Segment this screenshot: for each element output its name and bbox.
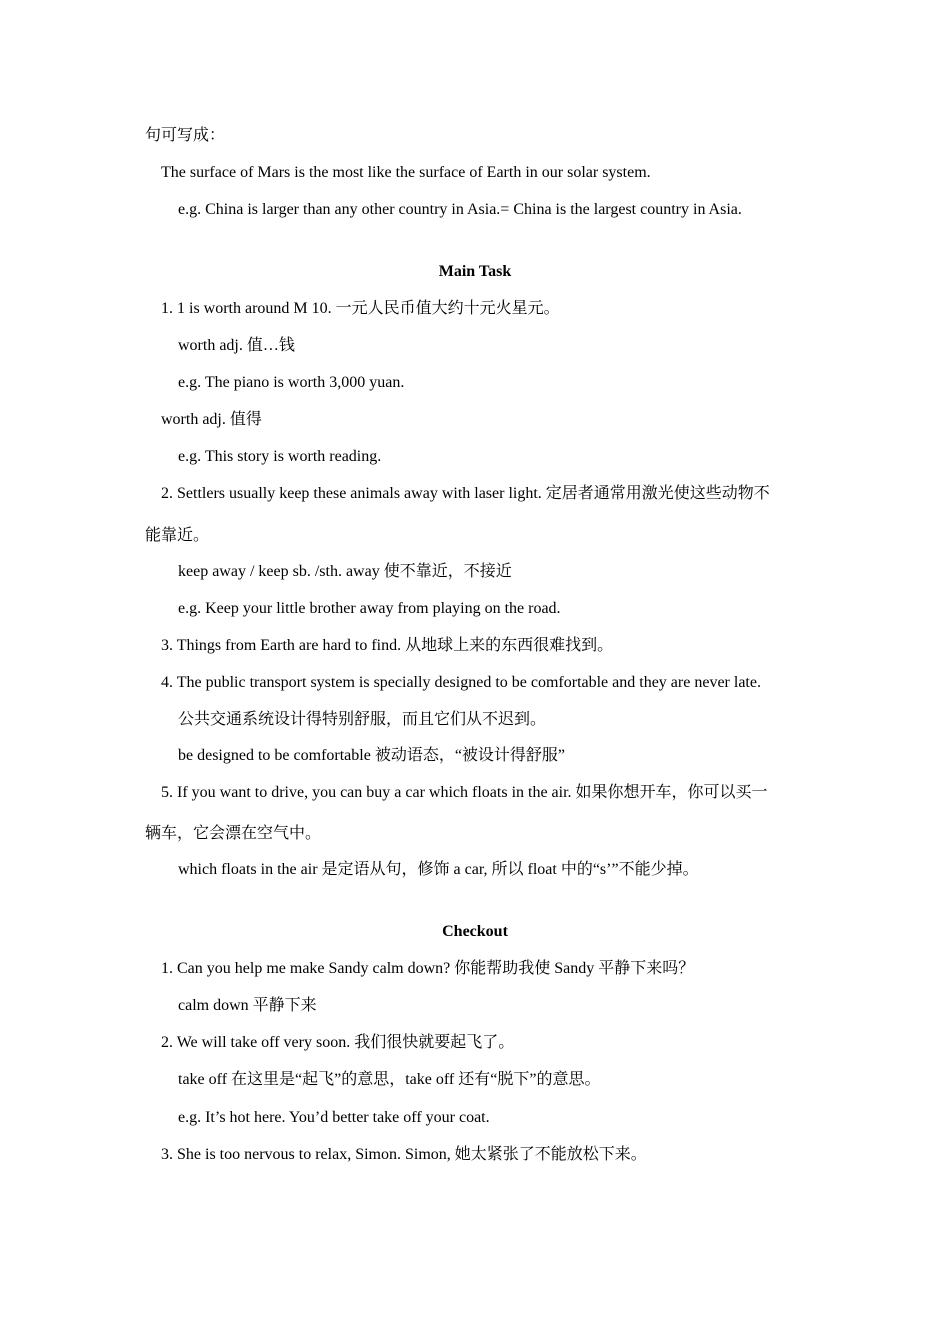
checkout-line: calm down 平静下来: [178, 997, 317, 1014]
main-task-line: 能靠近。: [145, 527, 210, 544]
intro-example: e.g. China is larger than any other country in Asia.= China is the largest country in Asia.: [178, 201, 742, 218]
main-task-line: 公共交通系统设计得特别舒服，而且它们从不迟到。: [178, 711, 547, 728]
main-task-line: 2. Settlers usually keep these animals away with laser light. 定居者通常用激光使这些动物不: [161, 485, 770, 502]
main-task-line: keep away / keep sb. /sth. away 使不靠近，不接近: [178, 563, 512, 580]
checkout-line: 2. We will take off very soon. 我们很快就要起飞了。: [161, 1034, 515, 1051]
main-task-line: 5. If you want to drive, you can buy a car which floats in the air. 如果你想开车，你可以买一: [161, 784, 768, 801]
main-task-line: worth adj. 值得: [161, 411, 262, 428]
main-task-line: worth adj. 值…钱: [178, 337, 295, 354]
checkout-line: e.g. It’s hot here. You’d better take off your coat.: [178, 1109, 490, 1126]
checkout-heading: Checkout: [442, 923, 508, 940]
main-task-line: e.g. The piano is worth 3,000 yuan.: [178, 374, 405, 391]
checkout-line: 1. Can you help me make Sandy calm down? 你能帮助我使 Sandy 平静下来吗？: [161, 960, 695, 977]
intro-line-2: The surface of Mars is the most like the surface of Earth in our solar system.: [161, 164, 651, 181]
main-task-heading: Main Task: [438, 263, 512, 280]
main-task-line: e.g. This story is worth reading.: [178, 448, 382, 465]
main-task-line: 1. 1 is worth around M 10. 一元人民币值大约十元火星元。: [161, 300, 560, 317]
main-task-line: 辆车，它会漂在空气中。: [145, 825, 322, 842]
main-task-line: e.g. Keep your little brother away from playing on the road.: [178, 600, 561, 617]
checkout-line: take off 在这里是“起飞”的意思，take off 还有“脱下”的意思。: [178, 1071, 601, 1088]
main-task-line: be designed to be comfortable 被动语态，“被设计得舒服”: [178, 747, 566, 764]
main-task-line: which floats in the air 是定语从句，修饰 a car, 所以 float 中的“s’”不能少掉。: [178, 861, 699, 878]
intro-line-1: 句可写成：: [145, 127, 226, 144]
main-task-line: 4. The public transport system is specially designed to be comfortable and they are never late.: [161, 674, 761, 691]
main-task-line: 3. Things from Earth are hard to find. 从地球上来的东西很难找到。: [161, 637, 614, 654]
checkout-line: 3. She is too nervous to relax, Simon. Simon, 她太紧张了不能放松下来。: [161, 1146, 647, 1163]
